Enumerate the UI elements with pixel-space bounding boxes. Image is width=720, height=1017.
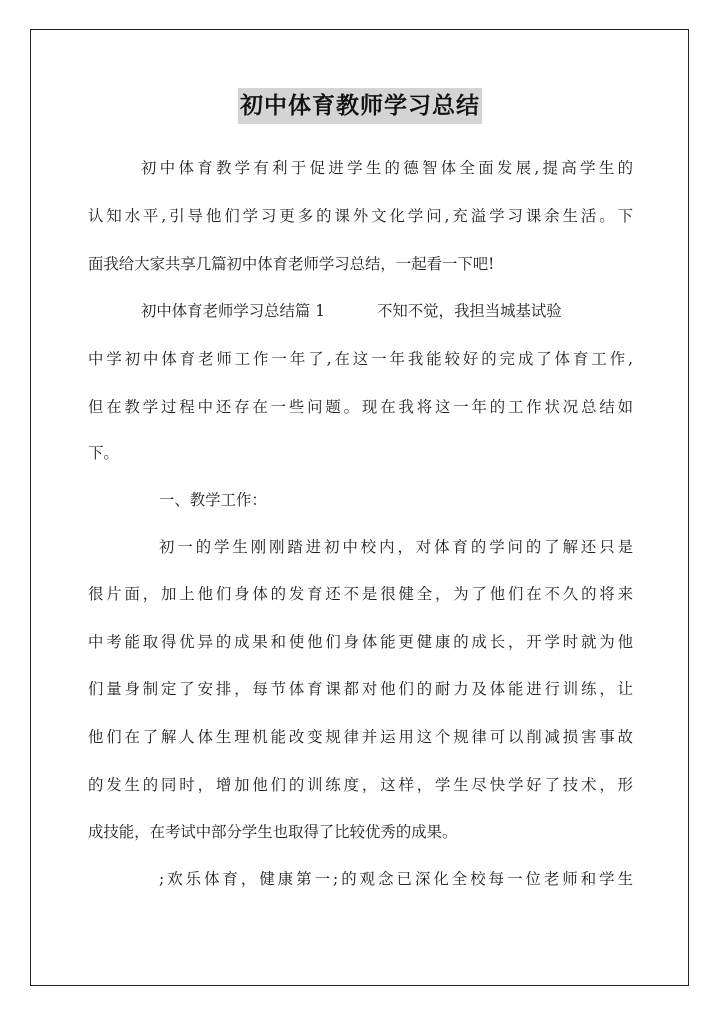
paragraph-line: 初中体育教学有利于促进学生的德智体全面发展,提高学生的 xyxy=(141,159,633,177)
paragraph-line: 但在教学过程中还存在一些问题。现在我将这一年的工作状况总结如 xyxy=(88,398,633,416)
section-heading-line xyxy=(141,301,633,321)
document-title: 初中体育教师学习总结 xyxy=(238,88,482,124)
paragraph-line: 们量身制定了安排，每节体育课都对他们的耐力及体能进行训练，让 xyxy=(88,680,633,698)
paragraph-line: 很片面，加上他们身体的发育还不是很健全，为了他们在不久的将来 xyxy=(88,585,633,603)
paragraph-line: 他们在了解人体生理机能改变规律并运用这个规律可以削减损害事故 xyxy=(88,728,633,746)
paragraph-start: 不知不觉，我担当城基试验 xyxy=(376,302,562,320)
paragraph-line: 的发生的同时，增加他们的训练度，这样，学生尽快学好了技术，形 xyxy=(88,776,633,794)
paragraph-line: 认知水平,引导他们学习更多的课外文化学问,充溢学习课余生活。下 xyxy=(88,207,633,225)
paragraph-line: 下。 xyxy=(88,444,119,462)
section-heading: 初中体育老师学习总结篇 1 xyxy=(141,302,325,320)
paragraph-line: 中考能取得优异的成果和使他们身体能更健康的成长，开学时就为他 xyxy=(88,633,633,651)
paragraph-line: 成技能，在考试中部分学生也取得了比较优秀的成果。 xyxy=(88,823,458,841)
paragraph-line: 初一的学生刚刚踏进初中校内，对体育的学问的了解还只是 xyxy=(159,538,633,556)
title-container xyxy=(0,88,720,124)
paragraph-line: 面我给大家共享几篇初中体育老师学习总结，一起看一下吧! xyxy=(88,255,495,273)
section-heading-teaching: 一、教学工作： xyxy=(159,491,267,509)
paragraph-line: ;欢乐体育，健康第一;的观念已深化全校每一位老师和学生 xyxy=(159,870,633,888)
paragraph-line: 中学初中体育老师工作一年了,在这一年我能较好的完成了体育工作, xyxy=(88,350,633,368)
